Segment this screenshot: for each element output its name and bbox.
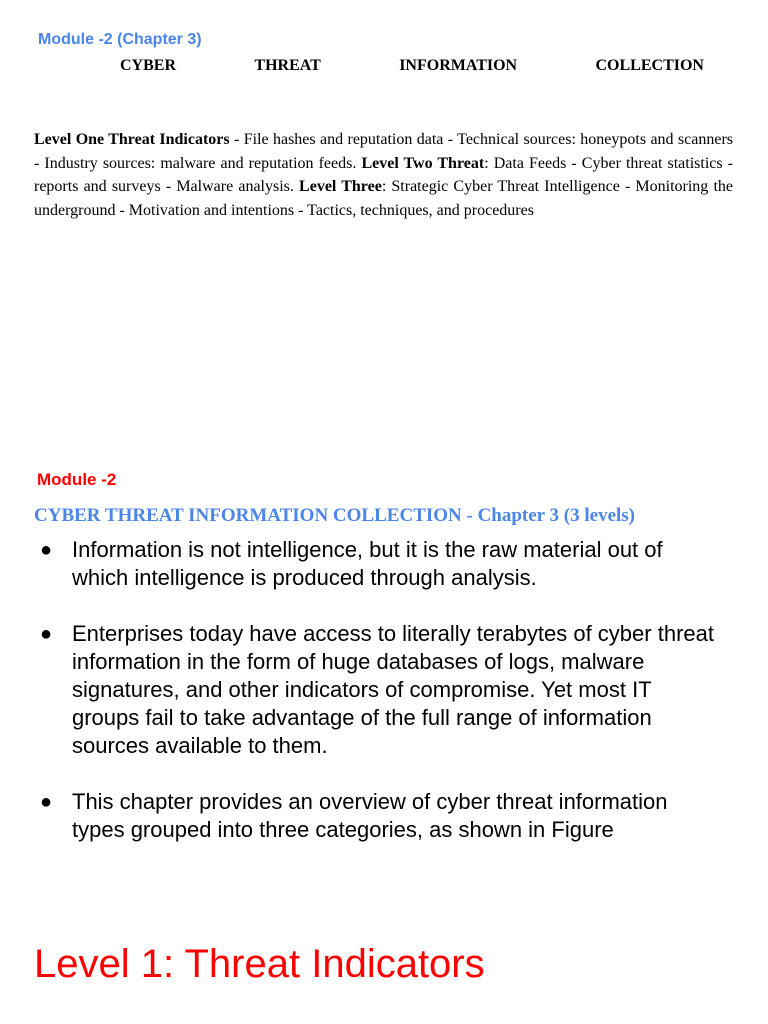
level-three-label: Level Three [299,178,382,195]
level-heading: Level 1: Threat Indicators [34,942,485,986]
level-two-text: : Data Feeds - Cyber threat statistics - reports and surveys - Malware analysis. [34,154,733,195]
level-two-label: Level Two Threat [361,154,485,172]
document-title [120,57,704,77]
title-word-collection: COLLECTION [595,57,704,74]
bullet-list [34,536,724,872]
title-word-information: INFORMATION [399,57,518,74]
title-word-cyber: CYBER [120,57,177,74]
bullet-text: This chapter provides an overview of cyber threat information types grouped into three categories, as shown in Figure [72,789,668,842]
bullet-text: Information is not intelligence, but it is the raw material out of which intelligence is produced through analysis. [72,537,663,590]
level-one-label: Level One Threat Indicators [34,131,230,148]
list-item [34,788,724,844]
list-item [34,536,724,592]
bullet-icon: ● [40,623,53,645]
bullet-text: Enterprises today have access to literally terabytes of cyber threat information in the form of huge databases of logs, malware signatures, and other indicators of compromise. Yet most IT groups fail to take advantage of the full range of information sources available to them. [72,621,714,758]
section-heading: CYBER THREAT INFORMATION COLLECTION - Chapter 3 (3 levels) [34,505,635,526]
bullet-icon: ● [40,791,53,813]
list-item [34,620,724,760]
level-one-text: - File hashes and reputation data - Technical sources: honeypots and scanners - Industry sources: malware and reputation feeds. [34,131,734,172]
summary-paragraph [34,128,733,222]
title-word-threat: THREAT [254,57,321,74]
module-label: Module -2 [37,470,117,489]
level-three-text: : Strategic Cyber Threat Intelligence - Monitoring the underground - Motivation and intentions - Tactics, techniques, and procedures [34,178,734,219]
module-chapter-label: Module -2 (Chapter 3) [38,31,202,48]
bullet-icon: ● [40,539,53,561]
